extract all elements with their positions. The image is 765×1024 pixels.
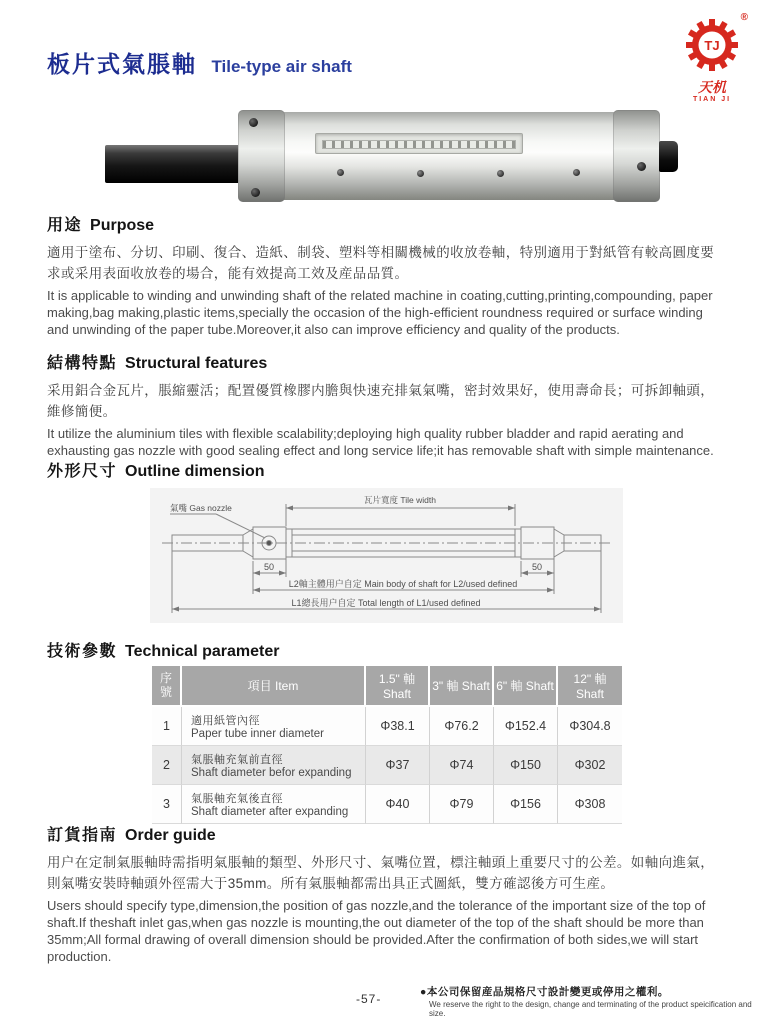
footer-note	[420, 984, 762, 1018]
dim-l1-label: L1總長用户自定 Total length of L1/used defined	[291, 598, 481, 608]
photo-tile-strips	[322, 140, 516, 149]
outline-heading-en: Outline dimension	[125, 463, 265, 480]
col-header-item: 項目 Item	[182, 666, 366, 707]
product-photo	[65, 104, 710, 210]
row-value: Φ304.8	[558, 707, 622, 746]
row-item: 適用紙管內徑 Paper tube inner diameter	[182, 707, 366, 746]
dim-l2-label: L2軸主體用户自定 Main body of shaft for L2/used defined	[288, 579, 518, 589]
page-title-en: Tile-type air shaft	[211, 57, 352, 76]
section-technical	[47, 638, 723, 669]
order-heading	[47, 822, 723, 845]
technical-heading	[47, 638, 723, 661]
technical-heading-cn: 技術參數	[47, 643, 118, 660]
row-value: Φ76.2	[430, 707, 494, 746]
gear-logo-icon	[680, 14, 744, 76]
order-heading-en: Order guide	[125, 827, 216, 844]
row-no: 3	[152, 785, 182, 824]
logo-name-en: TIAN JI	[692, 96, 732, 104]
page-number: -57-	[356, 992, 382, 1006]
photo-shaft-end	[105, 145, 245, 183]
row-value: Φ40	[366, 785, 430, 824]
photo-cylinder-body	[240, 112, 660, 200]
structural-heading-cn: 結構特點	[47, 355, 118, 372]
logo-monogram: TJ	[704, 38, 720, 53]
section-order-guide	[47, 822, 723, 965]
row-value: Φ308	[558, 785, 622, 824]
row-value: Φ156	[494, 785, 558, 824]
photo-screw	[497, 170, 504, 177]
photo-cap-screw	[251, 188, 260, 197]
row-value: Φ79	[430, 785, 494, 824]
structural-body-en: It utilize the aluminium tiles with flexible scalability;deploying high quality rubber bladder and rapid aerating and exhausting gas nozzle with good sealing effect and long service life;it has removable shaft with simple maintenance.	[47, 425, 714, 458]
purpose-heading-cn: 用途	[47, 217, 83, 234]
page-title	[47, 46, 352, 79]
technical-heading-en: Technical parameter	[125, 643, 280, 660]
row-item: 氣脹軸充氣後直徑 Shaft diameter after expanding	[182, 785, 366, 824]
dim-50-left: 50	[263, 562, 275, 572]
row-value: Φ150	[494, 746, 558, 785]
structural-heading	[47, 350, 723, 373]
row-value: Φ302	[558, 746, 622, 785]
bullet-icon: ●	[420, 986, 427, 998]
row-no: 1	[152, 707, 182, 746]
photo-tile-slot	[315, 133, 523, 154]
col-header-shaft-4: 12" 軸 Shaft	[558, 666, 622, 707]
table-row	[152, 785, 622, 824]
technical-parameter-table	[152, 666, 622, 824]
col-header-shaft-2: 3" 軸 Shaft	[430, 666, 494, 707]
row-value: Φ74	[430, 746, 494, 785]
outline-heading-cn: 外形尺寸	[47, 463, 118, 480]
logo-name-cn: 天机	[698, 81, 726, 96]
purpose-heading	[47, 212, 723, 235]
tile-width-label: 瓦片寬度 Tile width	[364, 495, 436, 505]
structural-heading-en: Structural features	[125, 355, 268, 372]
row-value: Φ37	[366, 746, 430, 785]
photo-right-cap	[613, 110, 660, 202]
photo-screw	[337, 169, 344, 176]
photo-cap-screw	[249, 118, 258, 127]
footer-note-en: We reserve the right to the design, change and terminating of the product speicification and size.	[429, 1000, 752, 1018]
table-header-row	[152, 666, 622, 707]
purpose-heading-en: Purpose	[90, 217, 155, 234]
dim-50-right: 50	[531, 562, 543, 572]
photo-screw	[417, 170, 424, 177]
table-row	[152, 707, 622, 746]
brand-logo	[672, 14, 752, 103]
order-body-en: Users should specify type,dimension,the position of gas nozzle,and the tolerance of the important size of the top of shaft.If theshaft inlet gas,when gas nozzle is mounting,the out diameter of the top of the shaft should be more than 35mm;All formal drawing of overall dimension should be provided.After the confirmation of both sides,we will start production.	[47, 897, 706, 965]
row-no: 2	[152, 746, 182, 785]
photo-right-nub	[659, 141, 678, 172]
col-header-shaft-3: 6" 軸 Shaft	[494, 666, 558, 707]
photo-screw	[573, 169, 580, 176]
footer-note-cn: ●本公司保留産品規格尺寸設計變更或停用之權利。	[420, 986, 669, 998]
table-row	[152, 746, 622, 785]
section-purpose	[47, 212, 723, 338]
photo-cap-screw	[637, 162, 646, 171]
registered-mark: ®	[740, 12, 748, 23]
col-header-no: 序號	[152, 666, 182, 707]
structural-body-cn: 采用鋁合金瓦片，脹縮靈活；配置優質橡膠内膽與快速充排氣氣嘴，密封效果好，使用壽命長；可拆卸軸頭，維修簡便。	[47, 383, 715, 419]
outline-dimension-drawing	[150, 488, 623, 623]
page-title-cn: 板片式氣脹軸	[47, 51, 197, 77]
section-structural	[47, 350, 723, 459]
shaft-dimension-diagram	[150, 488, 623, 623]
col-header-shaft-1: 1.5" 軸 Shaft	[366, 666, 430, 707]
row-value: Φ38.1	[366, 707, 430, 746]
photo-left-cap	[238, 110, 285, 202]
order-body-cn: 用户在定制氣脹軸時需指明氣脹軸的類型、外形尺寸、氣嘴位置，標注軸頭上重要尺寸的公差。如軸向進氣，則氣嘴安裝時軸頭外徑需大于35mm。所有氣脹軸都需出具正式圖紙，雙方確認後方可生産。	[47, 855, 715, 891]
gas-nozzle-label: 氣嘴 Gas nozzle	[170, 503, 232, 513]
purpose-body-cn: 適用于塗布、分切、印刷、復合、造紙、制袋、塑料等相關機械的收放卷軸，特別適用于對紙管有較高圓度要求或采用表面收放卷的場合，能有效提高工效及産品品質。	[47, 245, 715, 281]
section-outline	[47, 458, 723, 489]
purpose-body-en: It is applicable to winding and unwinding shaft of the related machine in coating,cutting,printing,compounding, paper making,bag making,plastic items,specially the occasion of the high-efficient roundness required or surface winding and unwinding of the paper tube.Moreover,it also can improve efficiency and quality of the products.	[47, 287, 713, 338]
row-item: 氣脹軸充氣前直徑 Shaft diameter befor expanding	[182, 746, 366, 785]
outline-heading	[47, 458, 723, 481]
order-heading-cn: 訂貨指南	[47, 827, 118, 844]
row-value: Φ152.4	[494, 707, 558, 746]
